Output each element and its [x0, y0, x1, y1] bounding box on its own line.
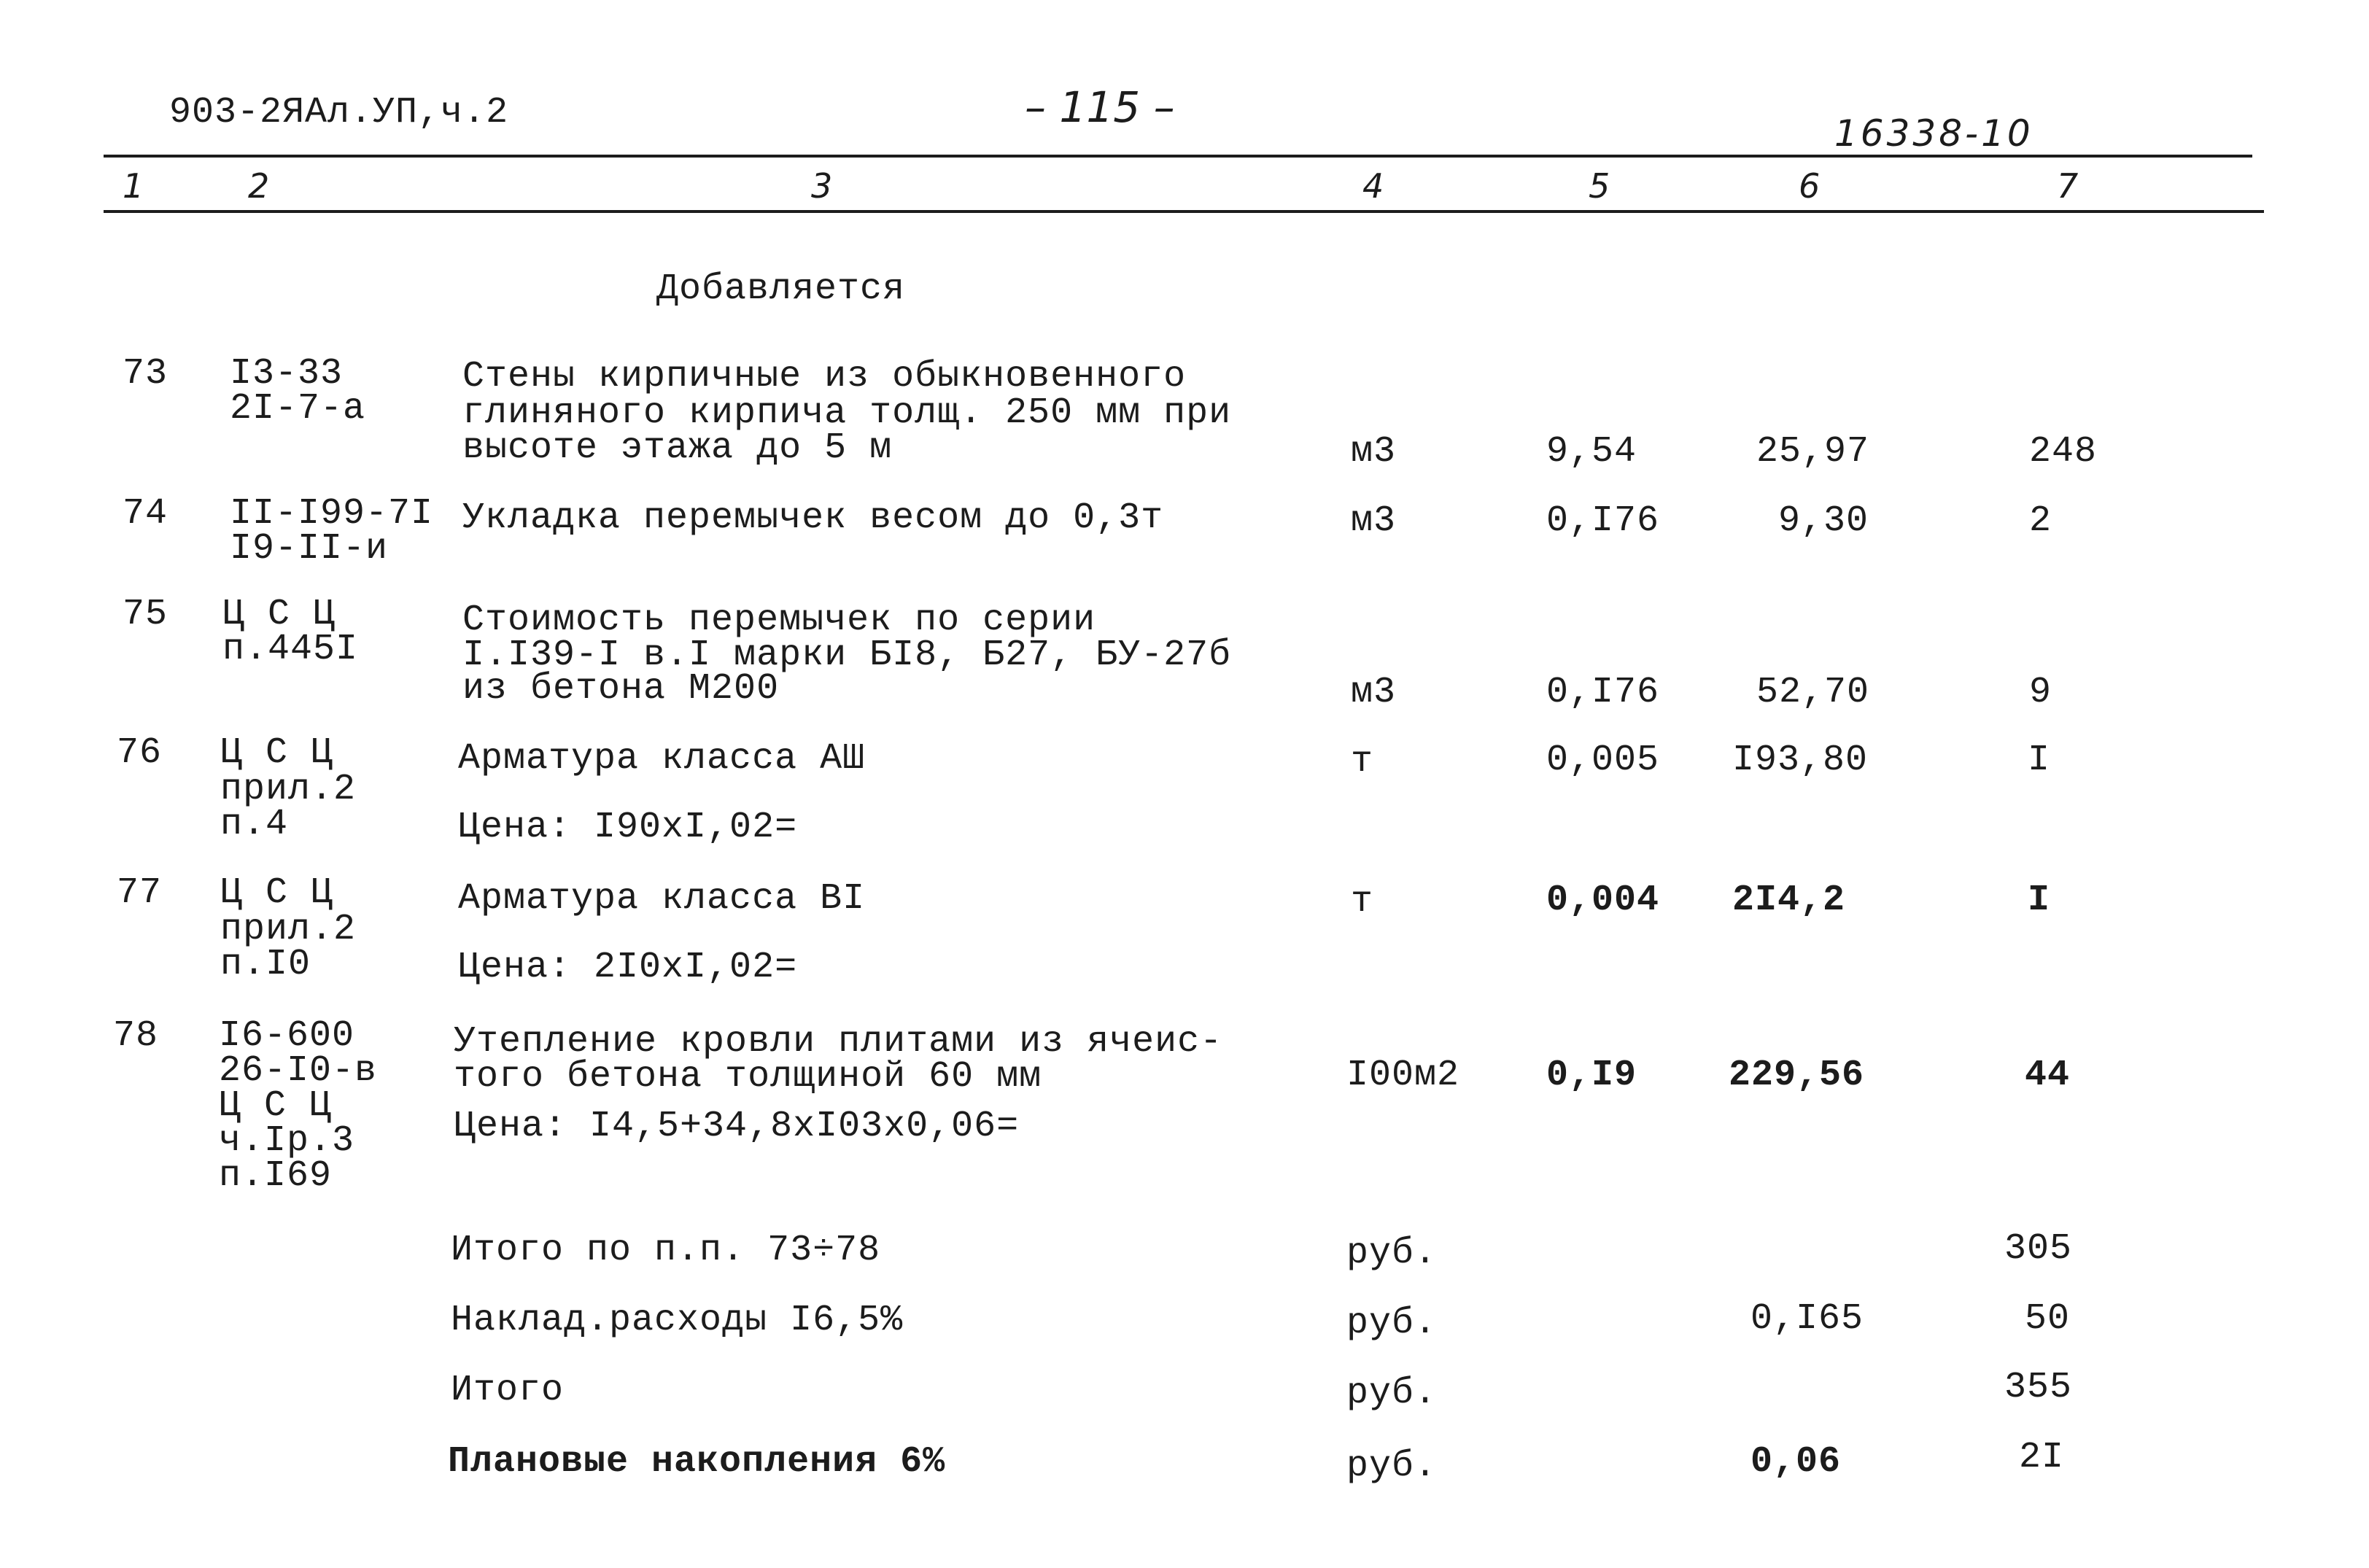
row-description-line: из бетона М200 [462, 668, 780, 710]
row-code-line: п.I0 [220, 944, 311, 985]
row-number: 76 [117, 732, 163, 774]
row-description-line: Стены кирпичные из обыкновенного [462, 356, 1187, 397]
row-total: 9 [2029, 672, 2052, 713]
total-rate: 0,I65 [1750, 1298, 1864, 1340]
row-description-line: Утепление кровли плитами из ячеис- [454, 1021, 1223, 1063]
total-value: 355 [2004, 1367, 2073, 1408]
row-unit: м3 [1351, 431, 1397, 473]
row-number: 77 [117, 872, 163, 914]
header-top-rule [104, 155, 2252, 158]
total-unit: руб. [1346, 1303, 1438, 1344]
row-price-note: Цена: 2I0хI,02= [458, 947, 798, 988]
column-number: 5 [1589, 166, 1610, 206]
row-quantity: 0,005 [1546, 740, 1660, 781]
total-value: 2I [2019, 1437, 2065, 1478]
row-code-line: I3-33 [230, 353, 344, 395]
archive-number: 16338-10 [1834, 112, 2033, 155]
row-price-note: Цена: I4,5+34,8хI03х0,06= [454, 1106, 1020, 1147]
row-description-line: Арматура класса АШ [458, 738, 866, 780]
row-code-line: 2I-7-а [230, 388, 366, 430]
row-unit: т [1351, 881, 1374, 923]
row-number: 75 [123, 594, 168, 635]
row-total: I [2028, 740, 2051, 781]
page-number: – 115 – [1025, 82, 1175, 132]
row-code-line: 26-I0-в [219, 1050, 378, 1092]
row-code-line: Ц С Ц [220, 732, 334, 774]
column-number: 7 [2057, 166, 2079, 206]
header-bottom-rule [104, 210, 2264, 213]
row-unit: м3 [1351, 672, 1397, 713]
row-code-line: Ц С Ц [220, 872, 334, 914]
row-quantity: 0,I9 [1546, 1055, 1637, 1096]
row-total: I [2028, 880, 2051, 921]
row-code-line: п.445I [222, 629, 359, 670]
column-number: 2 [248, 166, 270, 206]
total-unit: руб. [1346, 1445, 1438, 1487]
total-rate: 0,06 [1750, 1441, 1842, 1483]
row-code-line: I6-600 [219, 1015, 355, 1057]
row-price: 2I4,2 [1732, 880, 1846, 921]
row-price: 52,70 [1756, 672, 1870, 713]
row-number: 78 [113, 1015, 159, 1057]
total-value: 50 [2025, 1298, 2071, 1340]
row-description-line: высоте этажа до 5 м [462, 427, 893, 469]
row-number: 73 [123, 353, 168, 395]
row-unit: I00м2 [1346, 1055, 1460, 1096]
row-code-line: I9-II-и [230, 528, 389, 570]
row-code-line: Ц С Ц [219, 1085, 333, 1127]
row-total: 2 [2029, 500, 2052, 542]
row-description-line: Укладка перемычек весом до 0,3т [462, 497, 1164, 539]
row-code-line: II-I99-7I [230, 493, 434, 535]
row-quantity: 0,I76 [1546, 500, 1660, 542]
total-unit: руб. [1346, 1233, 1438, 1274]
column-number: 4 [1362, 166, 1384, 206]
section-title: Добавляется [656, 268, 906, 310]
row-number: 74 [123, 493, 168, 535]
row-unit: т [1351, 741, 1374, 783]
row-code-line: п.4 [220, 804, 289, 845]
total-value: 305 [2004, 1228, 2073, 1270]
total-label: Плановые накопления 6% [448, 1441, 946, 1483]
row-quantity: 0,004 [1546, 880, 1660, 921]
total-label: Итого по п.п. 73÷78 [451, 1230, 881, 1271]
row-quantity: 9,54 [1546, 431, 1637, 473]
row-price: 9,30 [1778, 500, 1869, 542]
column-number: 6 [1799, 166, 1821, 206]
row-quantity: 0,I76 [1546, 672, 1660, 713]
row-description-line: глиняного кирпича толщ. 250 мм при [462, 392, 1232, 434]
row-description-line: того бетона толщиной 60 мм [454, 1056, 1042, 1098]
row-code-line: прил.2 [220, 909, 357, 950]
row-price: I93,80 [1732, 740, 1869, 781]
row-code-line: ч.Iр.3 [219, 1120, 355, 1162]
row-code-line: прил.2 [220, 769, 357, 810]
row-total: 248 [2029, 431, 2098, 473]
total-label: Итого [451, 1370, 565, 1411]
row-description-line: Стоимость перемычек по серии [462, 599, 1096, 641]
row-description-line: Арматура класса ВI [458, 878, 866, 920]
total-label: Наклад.расходы I6,5% [451, 1300, 904, 1341]
row-price: 25,97 [1756, 431, 1870, 473]
row-unit: м3 [1351, 500, 1397, 542]
column-number: 3 [811, 166, 833, 206]
row-price: 229,56 [1729, 1055, 1865, 1096]
row-code-line: п.I69 [219, 1155, 333, 1197]
row-total: 44 [2025, 1055, 2071, 1096]
doc-code: 903-2ЯАл.УП,ч.2 [169, 92, 509, 133]
row-description-line: I.I39-I в.I марки БI8, Б27, БУ-27б [462, 634, 1232, 676]
row-price-note: Цена: I90хI,02= [458, 807, 798, 848]
column-number: 1 [123, 166, 144, 206]
total-unit: руб. [1346, 1373, 1438, 1414]
row-code-line: Ц С Ц [222, 594, 336, 635]
